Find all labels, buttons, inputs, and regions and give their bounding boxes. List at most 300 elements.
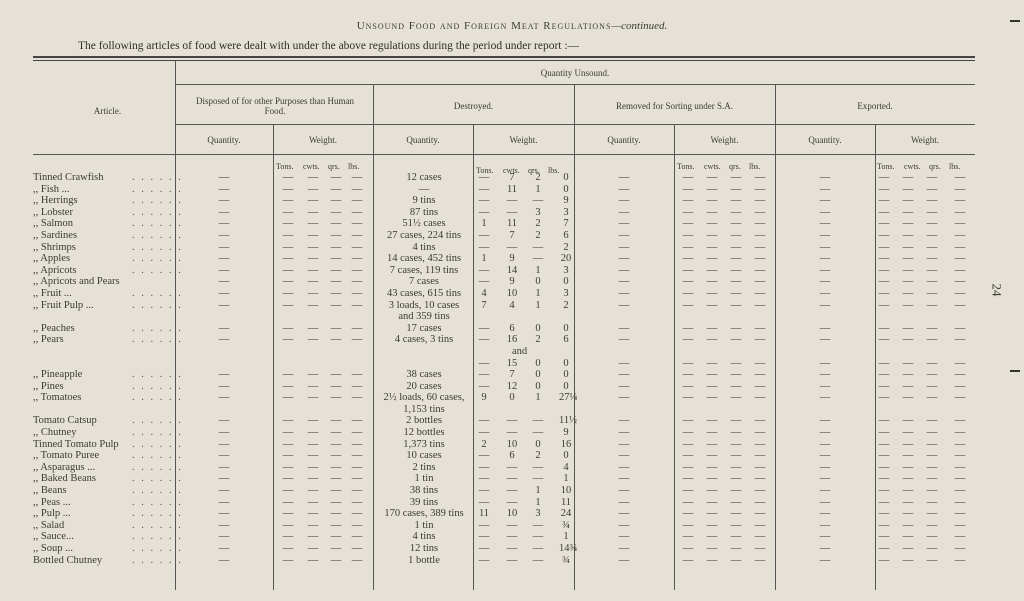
article-name: ,, Fruit Pulp ... — [33, 299, 94, 311]
destroyed-lbs: 10 — [560, 485, 572, 497]
table-row — [0, 230, 1024, 242]
table-row — [0, 450, 1024, 462]
disposed-weight-0: — — [282, 195, 294, 207]
table-row — [0, 218, 1024, 230]
leader-dots: . . . . . . — [132, 241, 183, 253]
removed-quantity: — — [618, 322, 630, 334]
disposed-weight-1: — — [307, 253, 319, 265]
destroyed-qrs: 2 — [535, 334, 541, 346]
article-name: ,, Apricots and Pears — [33, 276, 120, 288]
exported-weight-1: — — [902, 531, 914, 543]
destroyed-quantity: 39 tins — [409, 496, 439, 508]
disposed-quantity: — — [218, 473, 230, 485]
leader-dots: . . . . . . — [132, 554, 183, 566]
exported-weight-0: — — [878, 519, 890, 531]
exported-weight-1: — — [902, 357, 914, 369]
article-name: ,, Pines — [33, 380, 64, 392]
disposed-quantity: — — [218, 264, 230, 276]
exported-weight-3: — — [954, 334, 966, 346]
removed-weight-3: — — [754, 485, 766, 497]
disposed-weight-1: — — [307, 485, 319, 497]
destroyed-cwts: 7 — [509, 229, 515, 241]
exported-weight-3: — — [954, 264, 966, 276]
removed-weight-0: — — [682, 369, 694, 381]
disposed-weight-0: — — [282, 172, 294, 183]
table-row — [0, 172, 1024, 184]
table-row — [0, 462, 1024, 474]
disposed-weight-2: — — [330, 183, 342, 195]
disposed-quantity: — — [218, 229, 230, 241]
disposed-weight-3: — — [351, 496, 363, 508]
table-row — [0, 497, 1024, 509]
exported-weight-3: — — [954, 392, 966, 404]
exported-weight-2: — — [926, 508, 938, 520]
destroyed-lbs: 0 — [563, 369, 569, 381]
removed-weight-1: — — [706, 264, 718, 276]
destroyed-lbs: 14¾ — [559, 543, 578, 554]
exported-weight-0: — — [878, 485, 890, 497]
destroyed-quantity: 1 tin — [414, 473, 434, 485]
exported-weight-1: — — [902, 485, 914, 497]
removed-weight-1: — — [706, 415, 718, 427]
exported-quantity: — — [819, 299, 831, 311]
disposed-weight-2: — — [330, 531, 342, 543]
leader-dots: . . . . . . — [132, 496, 183, 508]
disposed-weight-2: — — [330, 554, 342, 566]
exported-weight-1: — — [902, 229, 914, 241]
article-name: ,, Pears — [33, 334, 64, 346]
table-row — [0, 323, 1024, 335]
disposed-weight-1: — — [307, 438, 319, 450]
exported-weight-3: — — [954, 380, 966, 392]
removed-weight-3: — — [754, 322, 766, 334]
article-name: ,, Fruit ... — [33, 287, 72, 299]
destroyed-lbs: 9 — [563, 195, 569, 207]
destroyed-tons: — — [478, 172, 490, 183]
disposed-weight-2: — — [330, 299, 342, 311]
removed-weight-1: — — [706, 473, 718, 485]
unit-header-3: lbs. — [348, 162, 360, 171]
disposed-weight-1: — — [307, 427, 319, 439]
removed-weight-1: — — [706, 322, 718, 334]
removed-weight-0: — — [682, 461, 694, 473]
removed-quantity: — — [618, 450, 630, 462]
destroyed-tons: 11 — [478, 508, 490, 520]
disposed-weight-1: — — [307, 183, 319, 195]
destroyed-tons: 7 — [481, 299, 487, 311]
destroyed-tons: — — [478, 519, 490, 531]
disposed-weight-3: — — [351, 473, 363, 485]
disposed-quantity: — — [218, 508, 230, 520]
exported-weight-2: — — [926, 392, 938, 404]
removed-quantity: — — [618, 287, 630, 299]
disposed-weight-2: — — [330, 415, 342, 427]
removed-weight-2: — — [730, 334, 742, 346]
removed-weight-2: — — [730, 287, 742, 299]
disposed-weight-3: — — [351, 195, 363, 207]
table-row — [0, 531, 1024, 543]
disposed-weight-1: — — [307, 369, 319, 381]
destroyed-qrs: 2 — [535, 218, 541, 230]
removed-quantity: — — [618, 334, 630, 346]
disposed-weight-0: — — [282, 206, 294, 218]
destroyed-quantity: 7 cases, 119 tins — [389, 264, 459, 276]
exported-weight-3: — — [954, 461, 966, 473]
exported-quantity: — — [819, 519, 831, 531]
exported-quantity: — — [819, 485, 831, 497]
destroyed-lbs: ¾ — [562, 554, 570, 566]
disposed-quantity: — — [218, 195, 230, 207]
destroyed-tons: — — [478, 241, 490, 253]
destroyed-quantity: 170 cases, 389 tins — [384, 508, 464, 520]
exported-weight-3: — — [954, 287, 966, 299]
destroyed-qrs: 1 — [535, 264, 541, 276]
exported-weight-1: — — [902, 543, 914, 554]
destroyed-tons: 4 — [481, 287, 487, 299]
destroyed-qrs: — — [532, 427, 544, 439]
disposed-weight-2: — — [330, 461, 342, 473]
header-quantity-2: Quantity. — [406, 135, 440, 145]
disposed-weight-0: — — [282, 218, 294, 230]
disposed-weight-2: — — [330, 264, 342, 276]
exported-weight-0: — — [878, 380, 890, 392]
destroyed-lbs: 0 — [563, 172, 569, 183]
removed-quantity: — — [618, 183, 630, 195]
removed-quantity: — — [618, 392, 630, 404]
exported-weight-0: — — [878, 438, 890, 450]
destroyed-tons: 1 — [481, 218, 487, 230]
leader-dots: . . . . . . — [132, 531, 183, 543]
removed-weight-2: — — [730, 380, 742, 392]
destroyed-qrs: 1 — [535, 299, 541, 311]
unit-header-2: qrs. — [929, 162, 941, 171]
disposed-weight-1: — — [307, 241, 319, 253]
removed-weight-1: — — [706, 543, 718, 554]
removed-weight-0: — — [682, 253, 694, 265]
table-row — [0, 415, 1024, 427]
removed-weight-0: — — [682, 380, 694, 392]
destroyed-cwts: 7 — [509, 369, 515, 381]
disposed-weight-2: — — [330, 172, 342, 183]
removed-weight-3: — — [754, 334, 766, 346]
removed-weight-1: — — [706, 287, 718, 299]
disposed-weight-3: — — [351, 427, 363, 439]
disposed-weight-0: — — [282, 299, 294, 311]
removed-quantity: — — [618, 369, 630, 381]
exported-weight-1: — — [902, 276, 914, 288]
page-title — [0, 20, 1024, 32]
disposed-weight-3: — — [351, 450, 363, 462]
removed-weight-0: — — [682, 218, 694, 230]
exported-weight-3: — — [954, 415, 966, 427]
removed-weight-2: — — [730, 276, 742, 288]
exported-weight-1: — — [902, 264, 914, 276]
destroyed-tons: — — [478, 334, 490, 346]
destroyed-cwts: — — [506, 554, 518, 566]
leader-dots: . . . . . . — [132, 195, 183, 207]
disposed-weight-0: — — [282, 485, 294, 497]
exported-weight-0: — — [878, 427, 890, 439]
exported-weight-3: — — [954, 519, 966, 531]
destroyed-tons: 1 — [481, 253, 487, 265]
destroyed-quantity: 4 tins — [412, 241, 436, 253]
destroyed-quantity: 2 tins — [412, 461, 436, 473]
destroyed-qrs: 0 — [535, 276, 541, 288]
disposed-weight-0: — — [282, 519, 294, 531]
disposed-weight-2: — — [330, 334, 342, 346]
leader-dots: . . . . . . — [132, 264, 183, 276]
destroyed-lbs: 2 — [563, 299, 569, 311]
destroyed-tons: — — [478, 461, 490, 473]
removed-weight-0: — — [682, 241, 694, 253]
exported-weight-3: — — [954, 438, 966, 450]
disposed-quantity: — — [218, 531, 230, 543]
exported-weight-3: — — [954, 276, 966, 288]
disposed-quantity: — — [218, 543, 230, 554]
destroyed-qrs: — — [532, 195, 544, 207]
disposed-weight-0: — — [282, 380, 294, 392]
removed-quantity: — — [618, 485, 630, 497]
unit-header-3: lbs. — [749, 162, 761, 171]
destroyed-qrs: 1 — [535, 496, 541, 508]
destroyed-qrs: 2 — [535, 172, 541, 183]
disposed-weight-1: — — [307, 519, 319, 531]
disposed-quantity: — — [218, 554, 230, 566]
disposed-weight-3: — — [351, 485, 363, 497]
removed-weight-1: — — [706, 392, 718, 404]
removed-weight-1: — — [706, 369, 718, 381]
exported-weight-1: — — [902, 322, 914, 334]
removed-weight-3: — — [754, 543, 766, 554]
disposed-weight-3: — — [351, 334, 363, 346]
disposed-weight-2: — — [330, 322, 342, 334]
destroyed-tons: — — [478, 427, 490, 439]
disposed-weight-0: — — [282, 450, 294, 462]
removed-weight-0: — — [682, 183, 694, 195]
destroyed-cwts: 4 — [509, 299, 515, 311]
exported-weight-1: — — [902, 334, 914, 346]
removed-quantity: — — [618, 299, 630, 311]
exported-quantity: — — [819, 253, 831, 265]
exported-quantity: — — [819, 473, 831, 485]
unit-header-3: lbs. — [548, 166, 560, 175]
leader-dots: . . . . . . — [132, 183, 183, 195]
exported-weight-3: — — [954, 241, 966, 253]
destroyed-lbs: 0 — [563, 183, 569, 195]
exported-weight-3: — — [954, 485, 966, 497]
destroyed-qrs: — — [532, 554, 544, 566]
table-row — [0, 300, 1024, 312]
destroyed-lbs: 11 — [560, 496, 572, 508]
destroyed-cwts: — — [506, 543, 518, 554]
disposed-quantity: — — [218, 172, 230, 183]
removed-weight-2: — — [730, 496, 742, 508]
exported-weight-2: — — [926, 183, 938, 195]
removed-weight-3: — — [754, 276, 766, 288]
disposed-weight-3: — — [351, 218, 363, 230]
destroyed-tons: 9 — [481, 392, 487, 404]
removed-weight-2: — — [730, 531, 742, 543]
exported-weight-1: — — [902, 287, 914, 299]
destroyed-lbs: 0 — [563, 357, 569, 369]
destroyed-quantity: 7 cases — [408, 276, 440, 288]
disposed-weight-2: — — [330, 427, 342, 439]
removed-weight-2: — — [730, 438, 742, 450]
destroyed-cwts: 6 — [509, 322, 515, 334]
removed-weight-3: — — [754, 450, 766, 462]
exported-weight-2: — — [926, 369, 938, 381]
disposed-weight-0: — — [282, 531, 294, 543]
exported-quantity: — — [819, 172, 831, 183]
exported-weight-0: — — [878, 322, 890, 334]
leader-dots: . . . . . . — [132, 473, 183, 485]
disposed-quantity: — — [218, 519, 230, 531]
destroyed-quantity: 43 cases, 615 tins — [386, 287, 462, 299]
exported-quantity: — — [819, 508, 831, 520]
destroyed-lbs: 0 — [563, 322, 569, 334]
removed-weight-1: — — [706, 554, 718, 566]
destroyed-cwts: 0 — [509, 392, 515, 404]
destroyed-tons: — — [478, 380, 490, 392]
destroyed-cwts: 10 — [506, 508, 518, 520]
exported-weight-0: — — [878, 241, 890, 253]
leader-dots: . . . . . . — [132, 438, 183, 450]
destroyed-tons: — — [478, 369, 490, 381]
leader-dots: . . . . . . — [132, 485, 183, 497]
disposed-weight-3: — — [351, 172, 363, 183]
disposed-weight-3: — — [351, 461, 363, 473]
exported-quantity: — — [819, 229, 831, 241]
header-group-disposed: Disposed of for other Purposes than Human Food. — [196, 96, 354, 116]
destroyed-lbs: 0 — [563, 276, 569, 288]
disposed-weight-3: — — [351, 508, 363, 520]
leader-dots: . . . . . . — [132, 172, 183, 183]
disposed-weight-1: — — [307, 334, 319, 346]
removed-quantity: — — [618, 415, 630, 427]
destroyed-quantity: 12 bottles — [403, 427, 445, 439]
exported-weight-3: — — [954, 508, 966, 520]
disposed-quantity: — — [218, 485, 230, 497]
destroyed-cwts: — — [506, 427, 518, 439]
disposed-weight-0: — — [282, 322, 294, 334]
removed-weight-3: — — [754, 229, 766, 241]
destroyed-cwts: 11 — [506, 183, 518, 195]
exported-weight-0: — — [878, 392, 890, 404]
destroyed-cwts: — — [506, 485, 518, 497]
exported-weight-0: — — [878, 183, 890, 195]
exported-weight-2: — — [926, 496, 938, 508]
destroyed-quantity: 2½ loads, 60 cases, — [383, 392, 465, 404]
exported-quantity: — — [819, 380, 831, 392]
exported-weight-2: — — [926, 438, 938, 450]
removed-quantity: — — [618, 253, 630, 265]
exported-weight-2: — — [926, 415, 938, 427]
exported-quantity: — — [819, 195, 831, 207]
exported-weight-3: — — [954, 496, 966, 508]
disposed-weight-1: — — [307, 473, 319, 485]
disposed-weight-1: — — [307, 276, 319, 288]
removed-weight-1: — — [706, 427, 718, 439]
removed-weight-1: — — [706, 334, 718, 346]
removed-weight-3: — — [754, 253, 766, 265]
destroyed-lbs: 7 — [563, 218, 569, 230]
table-row — [0, 543, 1024, 555]
intro-text: The following articles of food were dealt with under the above regulations during the period under report :— — [78, 40, 580, 52]
disposed-quantity: — — [218, 392, 230, 404]
unit-header-0: Tons. — [677, 162, 695, 171]
exported-weight-2: — — [926, 380, 938, 392]
exported-quantity: — — [819, 206, 831, 218]
exported-weight-3: — — [954, 357, 966, 369]
removed-weight-3: — — [754, 519, 766, 531]
title-continued: —continued. — [611, 20, 668, 32]
destroyed-tons: — — [478, 276, 490, 288]
removed-weight-1: — — [706, 183, 718, 195]
table-row — [0, 207, 1024, 219]
destroyed-lbs: 3 — [563, 287, 569, 299]
destroyed-tons: — — [478, 195, 490, 207]
exported-weight-1: — — [902, 299, 914, 311]
exported-quantity: — — [819, 392, 831, 404]
disposed-weight-1: — — [307, 461, 319, 473]
disposed-weight-0: — — [282, 415, 294, 427]
leader-dots: . . . . . . — [132, 253, 183, 265]
removed-weight-0: — — [682, 519, 694, 531]
exported-weight-2: — — [926, 253, 938, 265]
disposed-weight-1: — — [307, 496, 319, 508]
removed-quantity: — — [618, 206, 630, 218]
article-name: ,, Soup ... — [33, 543, 73, 554]
header-line-groups — [175, 124, 975, 125]
unit-header-1: cwts. — [904, 162, 921, 171]
disposed-weight-0: — — [282, 253, 294, 265]
article-name: ,, Peas ... — [33, 496, 71, 508]
exported-weight-3: — — [954, 531, 966, 543]
unit-header-0: Tons. — [877, 162, 895, 171]
disposed-weight-3: — — [351, 276, 363, 288]
removed-weight-1: — — [706, 485, 718, 497]
table-row — [0, 520, 1024, 532]
destroyed-tons: — — [478, 543, 490, 554]
exported-weight-0: — — [878, 508, 890, 520]
destroyed-quantity: 17 cases — [406, 322, 442, 334]
disposed-weight-1: — — [307, 531, 319, 543]
removed-quantity: — — [618, 473, 630, 485]
removed-weight-3: — — [754, 554, 766, 566]
header-quantity-unsound: Quantity Unsound. — [540, 68, 610, 78]
table-row — [0, 485, 1024, 497]
destroyed-qrs: 3 — [535, 508, 541, 520]
header-article: Article. — [93, 106, 122, 116]
exported-weight-3: — — [954, 450, 966, 462]
destroyed-quantity: 51½ cases — [402, 218, 446, 230]
destroyed-tons: — — [478, 264, 490, 276]
leader-dots: . . . . . . — [132, 206, 183, 218]
destroyed-cwts: 15 — [506, 357, 518, 369]
removed-weight-3: — — [754, 195, 766, 207]
unit-header-1: cwts. — [503, 166, 520, 175]
leader-dots: . . . . . . — [132, 299, 183, 311]
destroyed-cwts: 6 — [509, 450, 515, 462]
removed-weight-2: — — [730, 322, 742, 334]
article-name: ,, Tomato Puree — [33, 450, 100, 462]
table-row — [0, 334, 1024, 346]
article-name: ,, Tomatoes — [33, 392, 82, 404]
destroyed-lbs: ¾ — [562, 519, 570, 531]
removed-weight-2: — — [730, 392, 742, 404]
removed-weight-0: — — [682, 206, 694, 218]
removed-weight-3: — — [754, 218, 766, 230]
